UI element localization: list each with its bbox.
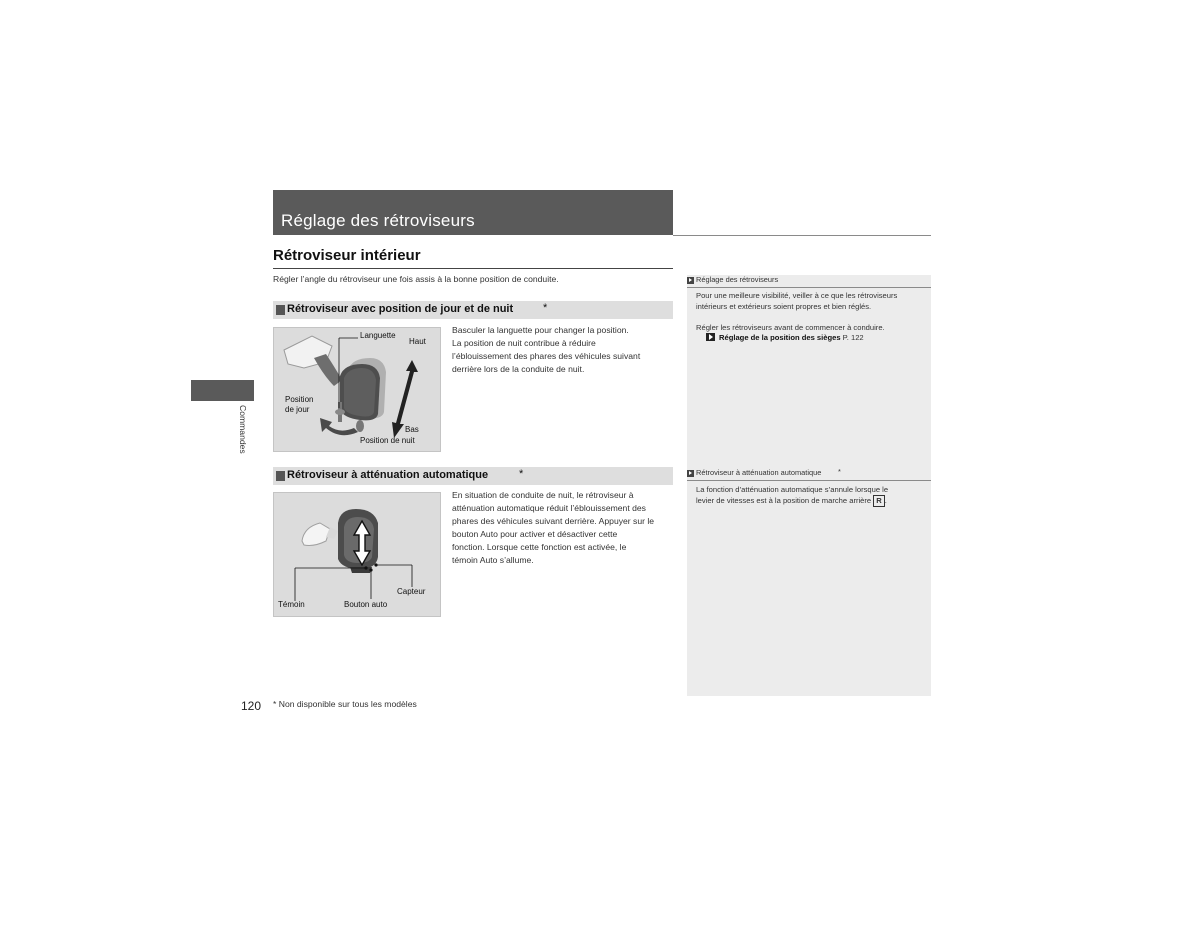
day-night-heading-text: Rétroviseur avec position de jour et de nuit xyxy=(287,303,514,315)
seat-adjust-link-label: Réglage de la position des sièges xyxy=(719,333,841,342)
label-tab: Languette xyxy=(360,331,396,340)
availability-star: * xyxy=(543,302,548,314)
label-auto-button: Bouton auto xyxy=(344,600,388,609)
note-auto-dim-text xyxy=(696,484,924,507)
day-night-heading xyxy=(273,301,673,319)
section-title: Rétroviseur intérieur xyxy=(273,247,421,264)
side-tab-marker xyxy=(191,380,254,401)
side-tab-label: Commandes xyxy=(238,405,248,454)
page-number: 120 xyxy=(241,699,262,713)
auto-dim-line: témoin Auto s’allume. xyxy=(452,555,534,565)
auto-dim-mirror-illustration xyxy=(274,493,440,616)
note-heading-text: Rétroviseur à atténuation automatique xyxy=(696,468,822,477)
label-indicator: Témoin xyxy=(278,600,305,609)
note-heading-auto-dim xyxy=(687,468,931,481)
auto-dim-line: atténuation automatique réduit l’éblouissement des xyxy=(452,503,646,513)
day-night-line: La position de nuit contribue à réduire xyxy=(452,338,596,348)
auto-dim-line: phares des véhicules suivant derrière. Appuyer sur le xyxy=(452,516,655,526)
seat-adjust-link-page: P. 122 xyxy=(842,333,864,342)
title-rule xyxy=(673,235,931,236)
chapter-title: Réglage des rétroviseurs xyxy=(281,211,475,230)
availability-star: * xyxy=(519,468,524,480)
reverse-gear-key: R xyxy=(873,495,884,507)
day-night-description xyxy=(452,324,674,376)
label-up: Haut xyxy=(409,337,426,346)
auto-dim-description xyxy=(452,489,674,567)
note-line: La fonction d’atténuation automatique s’annule lorsque le xyxy=(696,485,889,494)
auto-dim-line: fonction. Lorsque cette fonction est activée, le xyxy=(452,542,627,552)
day-night-line: Basculer la languette pour changer la position. xyxy=(452,325,629,335)
auto-dim-line: En situation de conduite de nuit, le rétroviseur à xyxy=(452,490,634,500)
note-line: Pour une meilleure visibilité, veiller à ce que les rétroviseurs xyxy=(696,291,898,300)
note-heading-text: Réglage des rétroviseurs xyxy=(696,275,779,284)
section-intro: Régler l’angle du rétroviseur une fois assis à la bonne position de conduite. xyxy=(273,274,559,284)
heading-square-icon xyxy=(276,471,285,481)
auto-dim-heading xyxy=(273,467,673,485)
day-night-line: l’éblouissement des phares des véhicules suivant xyxy=(452,351,641,361)
day-night-mirror-figure xyxy=(273,327,441,452)
day-night-line: derrière lors de la conduite de nuit. xyxy=(452,364,585,374)
auto-dim-mirror-figure xyxy=(273,492,441,617)
heading-square-icon xyxy=(276,305,285,315)
note-marker-icon xyxy=(687,470,694,477)
label-down: Bas xyxy=(405,425,419,434)
label-day-line1: Position xyxy=(285,395,314,404)
link-arrow-icon xyxy=(706,333,715,341)
note-heading-mirrors xyxy=(687,275,931,288)
note-mirrors-text2: Régler les rétroviseurs avant de commencer à conduire. xyxy=(696,323,885,332)
availability-star: * xyxy=(838,467,841,476)
note-line-end: . xyxy=(884,496,887,505)
auto-dim-line: bouton Auto pour activer et désactiver cette xyxy=(452,529,618,539)
label-night: Position de nuit xyxy=(360,436,415,445)
note-mirrors-text xyxy=(696,290,924,312)
footnote: * Non disponible sur tous les modèles xyxy=(273,699,417,709)
auto-dim-heading-text: Rétroviseur à atténuation automatique xyxy=(287,469,489,481)
note-line: intérieurs et extérieurs soient propres et bien réglés. xyxy=(696,302,872,311)
note-marker-icon xyxy=(687,277,694,284)
label-sensor: Capteur xyxy=(397,587,426,596)
label-day-line2: de jour xyxy=(285,405,310,414)
note-line-text: levier de vitesses est à la position de marche arrière xyxy=(696,496,872,505)
seat-adjust-link[interactable] xyxy=(706,333,864,342)
section-rule xyxy=(273,268,673,269)
note-line xyxy=(696,495,924,507)
